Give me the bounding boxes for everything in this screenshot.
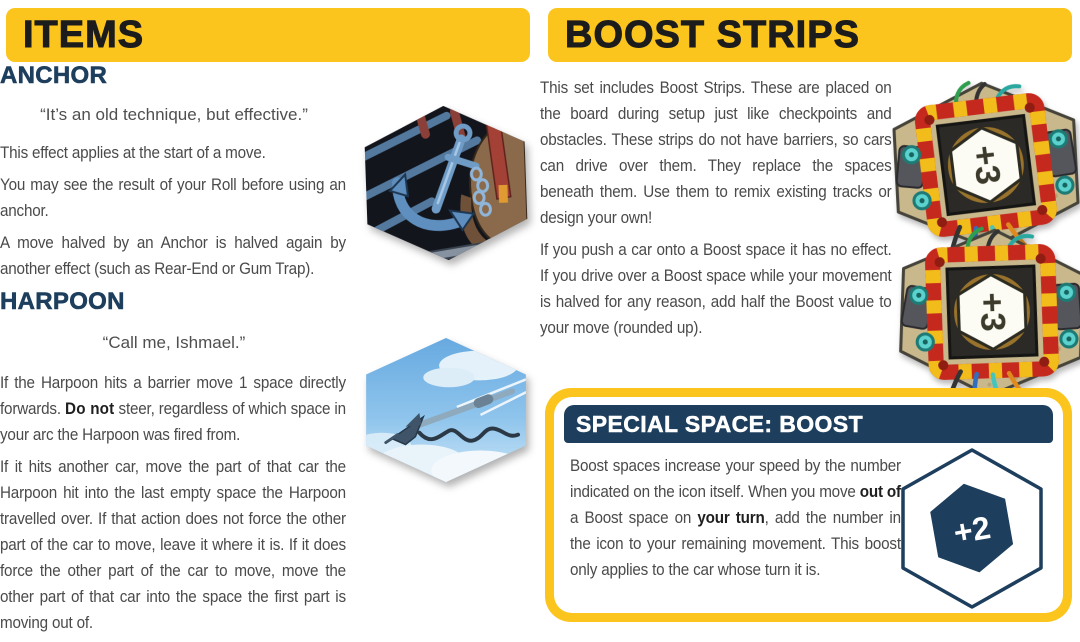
harpoon-illustration (362, 336, 530, 484)
anchor-illustration (359, 100, 532, 266)
boost-icon-value: +2 (950, 509, 994, 551)
bold-text: out of (859, 483, 901, 501)
left-column (0, 0, 534, 642)
harpoon-illustration-hex (362, 336, 530, 484)
bold-text: your turn (697, 509, 765, 527)
right-column (540, 0, 1080, 642)
anchor-paragraph-3: A move halved by an Anchor is halved again by another effect (such as Rear-End or Gum Trap). (0, 234, 346, 278)
text-segment: , add the number in the icon to your remaining movement. This boost only applies to the car whose turn it is. (570, 509, 901, 579)
anchor-paragraph-2: You may see the result of your Roll before using an anchor. (0, 176, 346, 220)
boost-tile-value: +3 (972, 291, 1012, 333)
anchor-paragraph-1: This effect applies at the start of a move. (0, 144, 266, 162)
boost-plus2-icon (897, 447, 1047, 611)
text-segment: steer, regardless of which space in your arc the Harpoon was fired from. (0, 400, 346, 444)
items-header-title: ITEMS (23, 13, 145, 56)
special-space-box (545, 388, 1072, 622)
boost-paragraph-1: This set includes Boost Strips. These are placed on the board during setup just like checkpoints and obstacles. These strips do not have barriers, so cars can drive over them. They replace the spaces beneath them. Use them to remix existing tracks or design your own! (540, 79, 892, 227)
anchor-heading: ANCHOR (0, 62, 108, 89)
special-space-title: SPECIAL SPACE: BOOST (576, 410, 864, 437)
harpoon-heading: HARPOON (0, 288, 125, 315)
special-space-header (564, 405, 1053, 443)
text-segment: If the Harpoon hits a barrier move 1 space directly forwards. (0, 374, 346, 418)
harpoon-paragraph-2: If it hits another car, move the part of that car the Harpoon hit into the last empty space the Harpoon travelled over. If that action does not force the other part of the car to move, leave it where it is. If it does force the other part of the car to move, move the other part of that car into the space the first part is moving out of. (0, 458, 346, 632)
text-segment: Boost spaces increase your speed by the number indicated on the icon itself. When you move (570, 457, 901, 501)
bold-text: Do not (65, 400, 115, 418)
boost-strips-header-title: BOOST STRIPS (565, 13, 860, 56)
items-header-bar (6, 8, 530, 62)
boost-tile-value: +3 (964, 143, 1008, 187)
harpoon-paragraph-1 (0, 370, 346, 448)
boost-paragraph-2: If you push a car onto a Boost space it has no effect. If you drive over a Boost space while your movement is halved for any reason, add half the Boost value to your move (rounded up). (540, 241, 892, 337)
boost-strips-header-bar (548, 8, 1072, 62)
special-space-box-inner (554, 397, 1063, 613)
text-segment: a Boost space on (570, 509, 698, 527)
anchor-quote: “It’s an old technique, but effective.” (40, 105, 308, 124)
anchor-illustration-hex (359, 100, 532, 266)
special-space-body (570, 453, 901, 583)
harpoon-quote: “Call me, Ishmael.” (102, 333, 246, 352)
